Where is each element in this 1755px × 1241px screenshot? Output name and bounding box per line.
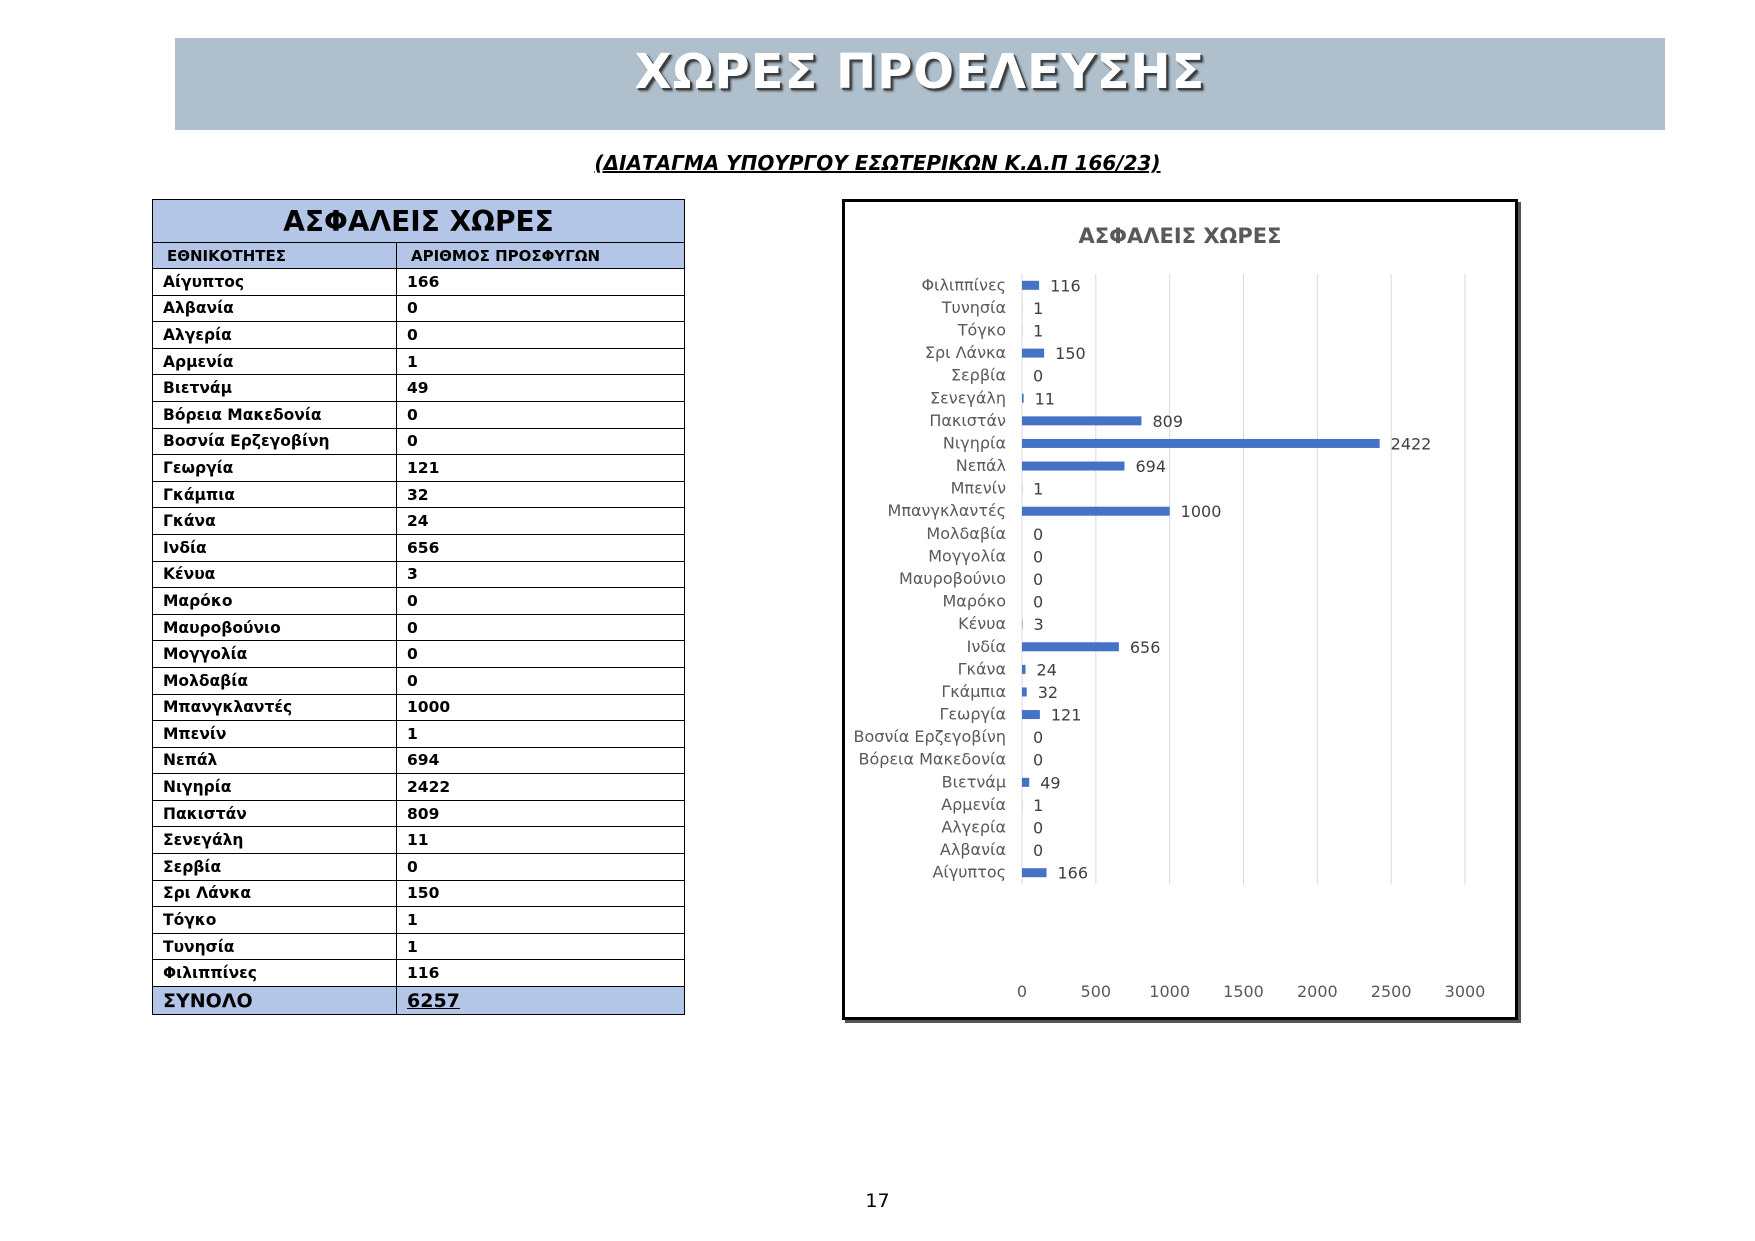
category-label: Μαυροβούνιο [899, 569, 1006, 588]
x-tick-label: 500 [1080, 982, 1112, 1001]
country-cell: Νιγηρία [153, 774, 397, 801]
count-cell: 1000 [397, 694, 685, 721]
data-label: 3 [1033, 615, 1044, 635]
category-label: Αλβανία [939, 840, 1006, 860]
country-cell: Τόγκο [153, 907, 397, 934]
table-row [153, 295, 685, 322]
data-label: 0 [1033, 750, 1044, 770]
category-label: Φιλιππίνες [921, 275, 1006, 295]
data-label: 0 [1033, 366, 1044, 386]
country-cell: Μαρόκο [153, 588, 397, 615]
data-label: 0 [1033, 818, 1044, 838]
country-cell: Βοσνία Ερζεγοβίνη [153, 428, 397, 455]
data-label: 0 [1033, 841, 1044, 861]
category-label: Νιγηρία [942, 433, 1006, 453]
table-row [153, 348, 685, 375]
count-cell: 0 [397, 428, 685, 455]
count-cell: 0 [397, 854, 685, 881]
category-label: Σερβία [950, 365, 1006, 385]
bar [1022, 778, 1029, 787]
category-label: Γκάμπια [941, 681, 1006, 701]
table-row [153, 561, 685, 588]
country-cell: Βόρεια Μακεδονία [153, 401, 397, 428]
country-cell: Γεωργία [153, 455, 397, 482]
country-cell: Κένυα [153, 561, 397, 588]
chart-title: ΑΣΦΑΛΕΙΣ ΧΩΡΕΣ [1078, 224, 1282, 248]
data-label: 656 [1129, 637, 1161, 657]
decree-subtitle: (ΔΙΑΤΑΓΜΑ ΥΠΟΥΡΓΟΥ ΕΣΩΤΕΡΙΚΩΝ Κ.Δ.Π 166/23) [594, 151, 1161, 175]
bar [1022, 642, 1119, 651]
bar [1022, 507, 1170, 516]
x-tick-label: 1000 [1149, 982, 1191, 1001]
x-tick-label: 1500 [1223, 982, 1264, 1001]
data-label: 0 [1033, 524, 1044, 544]
country-cell: Αλγερία [153, 322, 397, 349]
bar [1022, 710, 1040, 719]
chart-gridlines [1022, 274, 1465, 884]
bar [1022, 416, 1141, 425]
country-cell: Αρμενία [153, 348, 397, 375]
count-cell: 656 [397, 534, 685, 561]
bar [1022, 439, 1380, 448]
bar [1022, 394, 1024, 403]
data-label: 1 [1033, 298, 1044, 318]
bar [1022, 462, 1124, 471]
count-cell: 1 [397, 907, 685, 934]
count-cell: 3 [397, 561, 685, 588]
count-cell: 809 [397, 800, 685, 827]
table-row [153, 428, 685, 455]
count-cell: 0 [397, 588, 685, 615]
category-label: Μολδαβία [926, 523, 1006, 543]
bar-chart [842, 199, 1518, 1020]
table-row [153, 827, 685, 854]
count-cell: 24 [397, 508, 685, 535]
category-label: Μπενίν [950, 478, 1006, 498]
country-cell: Γκάνα [153, 508, 397, 535]
data-label: 1000 [1180, 502, 1222, 522]
data-label: 694 [1135, 457, 1167, 477]
category-label: Βόρεια Μακεδονία [858, 749, 1006, 769]
table-row [153, 508, 685, 535]
count-cell: 2422 [397, 774, 685, 801]
category-label: Σρι Λάνκα [924, 343, 1006, 363]
data-label: 49 [1040, 773, 1061, 793]
data-label: 1 [1033, 479, 1044, 499]
category-label: Τυνησία [941, 297, 1006, 317]
country-cell: Αλβανία [153, 295, 397, 322]
bar [1022, 868, 1047, 877]
category-label: Γκάνα [957, 659, 1006, 679]
chart-category-labels [854, 275, 1007, 881]
country-cell: Μπανγκλαντές [153, 694, 397, 721]
data-label: 0 [1033, 592, 1044, 612]
data-label: 1 [1033, 321, 1044, 341]
x-tick-label: 0 [1016, 982, 1028, 1001]
table-row [153, 641, 685, 668]
count-cell: 694 [397, 747, 685, 774]
country-cell: Μολδαβία [153, 667, 397, 694]
category-label: Αίγυπτος [932, 862, 1006, 882]
country-cell: Νεπάλ [153, 747, 397, 774]
country-cell: Ινδία [153, 534, 397, 561]
count-cell: 116 [397, 960, 685, 987]
column-header-nationality: ΕΘΝΙΚΟΤΗΤΕΣ [153, 243, 397, 269]
data-label: 121 [1050, 705, 1082, 725]
bar [1022, 349, 1044, 358]
table-row [153, 694, 685, 721]
page-number: 17 [865, 1190, 890, 1212]
count-cell: 0 [397, 295, 685, 322]
country-cell: Σρι Λάνκα [153, 880, 397, 907]
table-row [153, 933, 685, 960]
category-label: Βοσνία Ερζεγοβίνη [853, 727, 1006, 747]
data-label: 809 [1152, 411, 1184, 431]
data-label: 11 [1034, 389, 1055, 409]
total-label: ΣΥΝΟΛΟ [153, 987, 397, 1015]
table-row [153, 854, 685, 881]
safe-countries-table [152, 199, 685, 1015]
count-cell: 121 [397, 455, 685, 482]
country-cell: Τυνησία [153, 933, 397, 960]
category-label: Αλγερία [941, 817, 1006, 837]
table-row [153, 534, 685, 561]
country-cell: Γκάμπια [153, 481, 397, 508]
page-title: ΧΩΡΕΣ ΠΡΟΕΛΕΥΣΗΣ [634, 44, 1206, 100]
table-row [153, 774, 685, 801]
chart-x-ticks [1017, 982, 1485, 1001]
category-label: Μογγολία [928, 546, 1006, 566]
category-label: Κένυα [958, 614, 1006, 634]
country-cell: Αίγυπτος [153, 269, 397, 296]
table-row [153, 481, 685, 508]
data-label: 0 [1033, 570, 1044, 589]
table-row [153, 960, 685, 987]
category-label: Αρμενία [941, 794, 1006, 814]
table-row [153, 800, 685, 827]
country-cell: Φιλιππίνες [153, 960, 397, 987]
table-row [153, 401, 685, 428]
table-row [153, 588, 685, 615]
category-label: Βιετνάμ [941, 772, 1006, 792]
table-row [153, 880, 685, 907]
count-cell: 166 [397, 269, 685, 296]
category-label: Μπανγκλαντές [887, 501, 1006, 521]
table-body [153, 269, 685, 987]
table-title: ΑΣΦΑΛΕΙΣ ΧΩΡΕΣ [153, 200, 685, 243]
data-label: 2422 [1390, 434, 1432, 454]
count-cell: 1 [397, 933, 685, 960]
data-label: 32 [1037, 682, 1059, 702]
x-tick-label: 2500 [1370, 982, 1412, 1001]
bar [1022, 687, 1027, 696]
country-cell: Σενεγάλη [153, 827, 397, 854]
country-cell: Μογγολία [153, 641, 397, 668]
count-cell: 11 [397, 827, 685, 854]
category-label: Μαρόκο [942, 591, 1006, 611]
category-label: Νεπάλ [955, 456, 1006, 476]
table-row [153, 667, 685, 694]
category-label: Τόγκο [957, 320, 1006, 340]
table-row [153, 747, 685, 774]
count-cell: 0 [397, 401, 685, 428]
x-tick-label: 2000 [1296, 982, 1338, 1001]
data-label: 24 [1036, 660, 1057, 680]
count-cell: 1 [397, 721, 685, 748]
bar [1022, 665, 1026, 674]
table-row [153, 614, 685, 641]
header-banner [175, 38, 1665, 130]
total-value: 6257 [397, 987, 685, 1015]
category-label: Σενεγάλη [930, 388, 1006, 408]
category-label: Γεωργία [939, 704, 1006, 724]
data-label: 0 [1033, 547, 1044, 567]
x-tick-label: 3000 [1444, 982, 1486, 1001]
country-cell: Μαυροβούνιο [153, 614, 397, 641]
chart-bars [1022, 281, 1380, 877]
table-row [153, 907, 685, 934]
chart-data-labels [1033, 276, 1431, 882]
country-cell: Βιετνάμ [153, 375, 397, 402]
count-cell: 0 [397, 667, 685, 694]
category-label: Πακιστάν [929, 410, 1006, 430]
count-cell: 0 [397, 322, 685, 349]
country-cell: Σερβία [153, 854, 397, 881]
table-row [153, 375, 685, 402]
bar-chart-svg [845, 202, 1515, 1017]
count-cell: 0 [397, 641, 685, 668]
count-cell: 150 [397, 880, 685, 907]
bar [1022, 281, 1039, 290]
total-row [153, 987, 685, 1015]
count-cell: 0 [397, 614, 685, 641]
data-label: 1 [1033, 795, 1044, 815]
count-cell: 49 [397, 375, 685, 402]
data-label: 150 [1055, 344, 1086, 364]
count-cell: 1 [397, 348, 685, 375]
table-row [153, 455, 685, 482]
country-cell: Πακιστάν [153, 800, 397, 827]
count-cell: 32 [397, 481, 685, 508]
data-label: 116 [1050, 276, 1081, 296]
table-row [153, 322, 685, 349]
data-label: 166 [1057, 863, 1089, 883]
category-label: Ινδία [966, 636, 1006, 656]
column-header-refugee-count: ΑΡΙΘΜΟΣ ΠΡΟΣΦΥΓΩΝ [397, 243, 685, 269]
table-row [153, 721, 685, 748]
data-label: 0 [1033, 728, 1044, 748]
country-cell: Μπενίν [153, 721, 397, 748]
table-row [153, 269, 685, 296]
